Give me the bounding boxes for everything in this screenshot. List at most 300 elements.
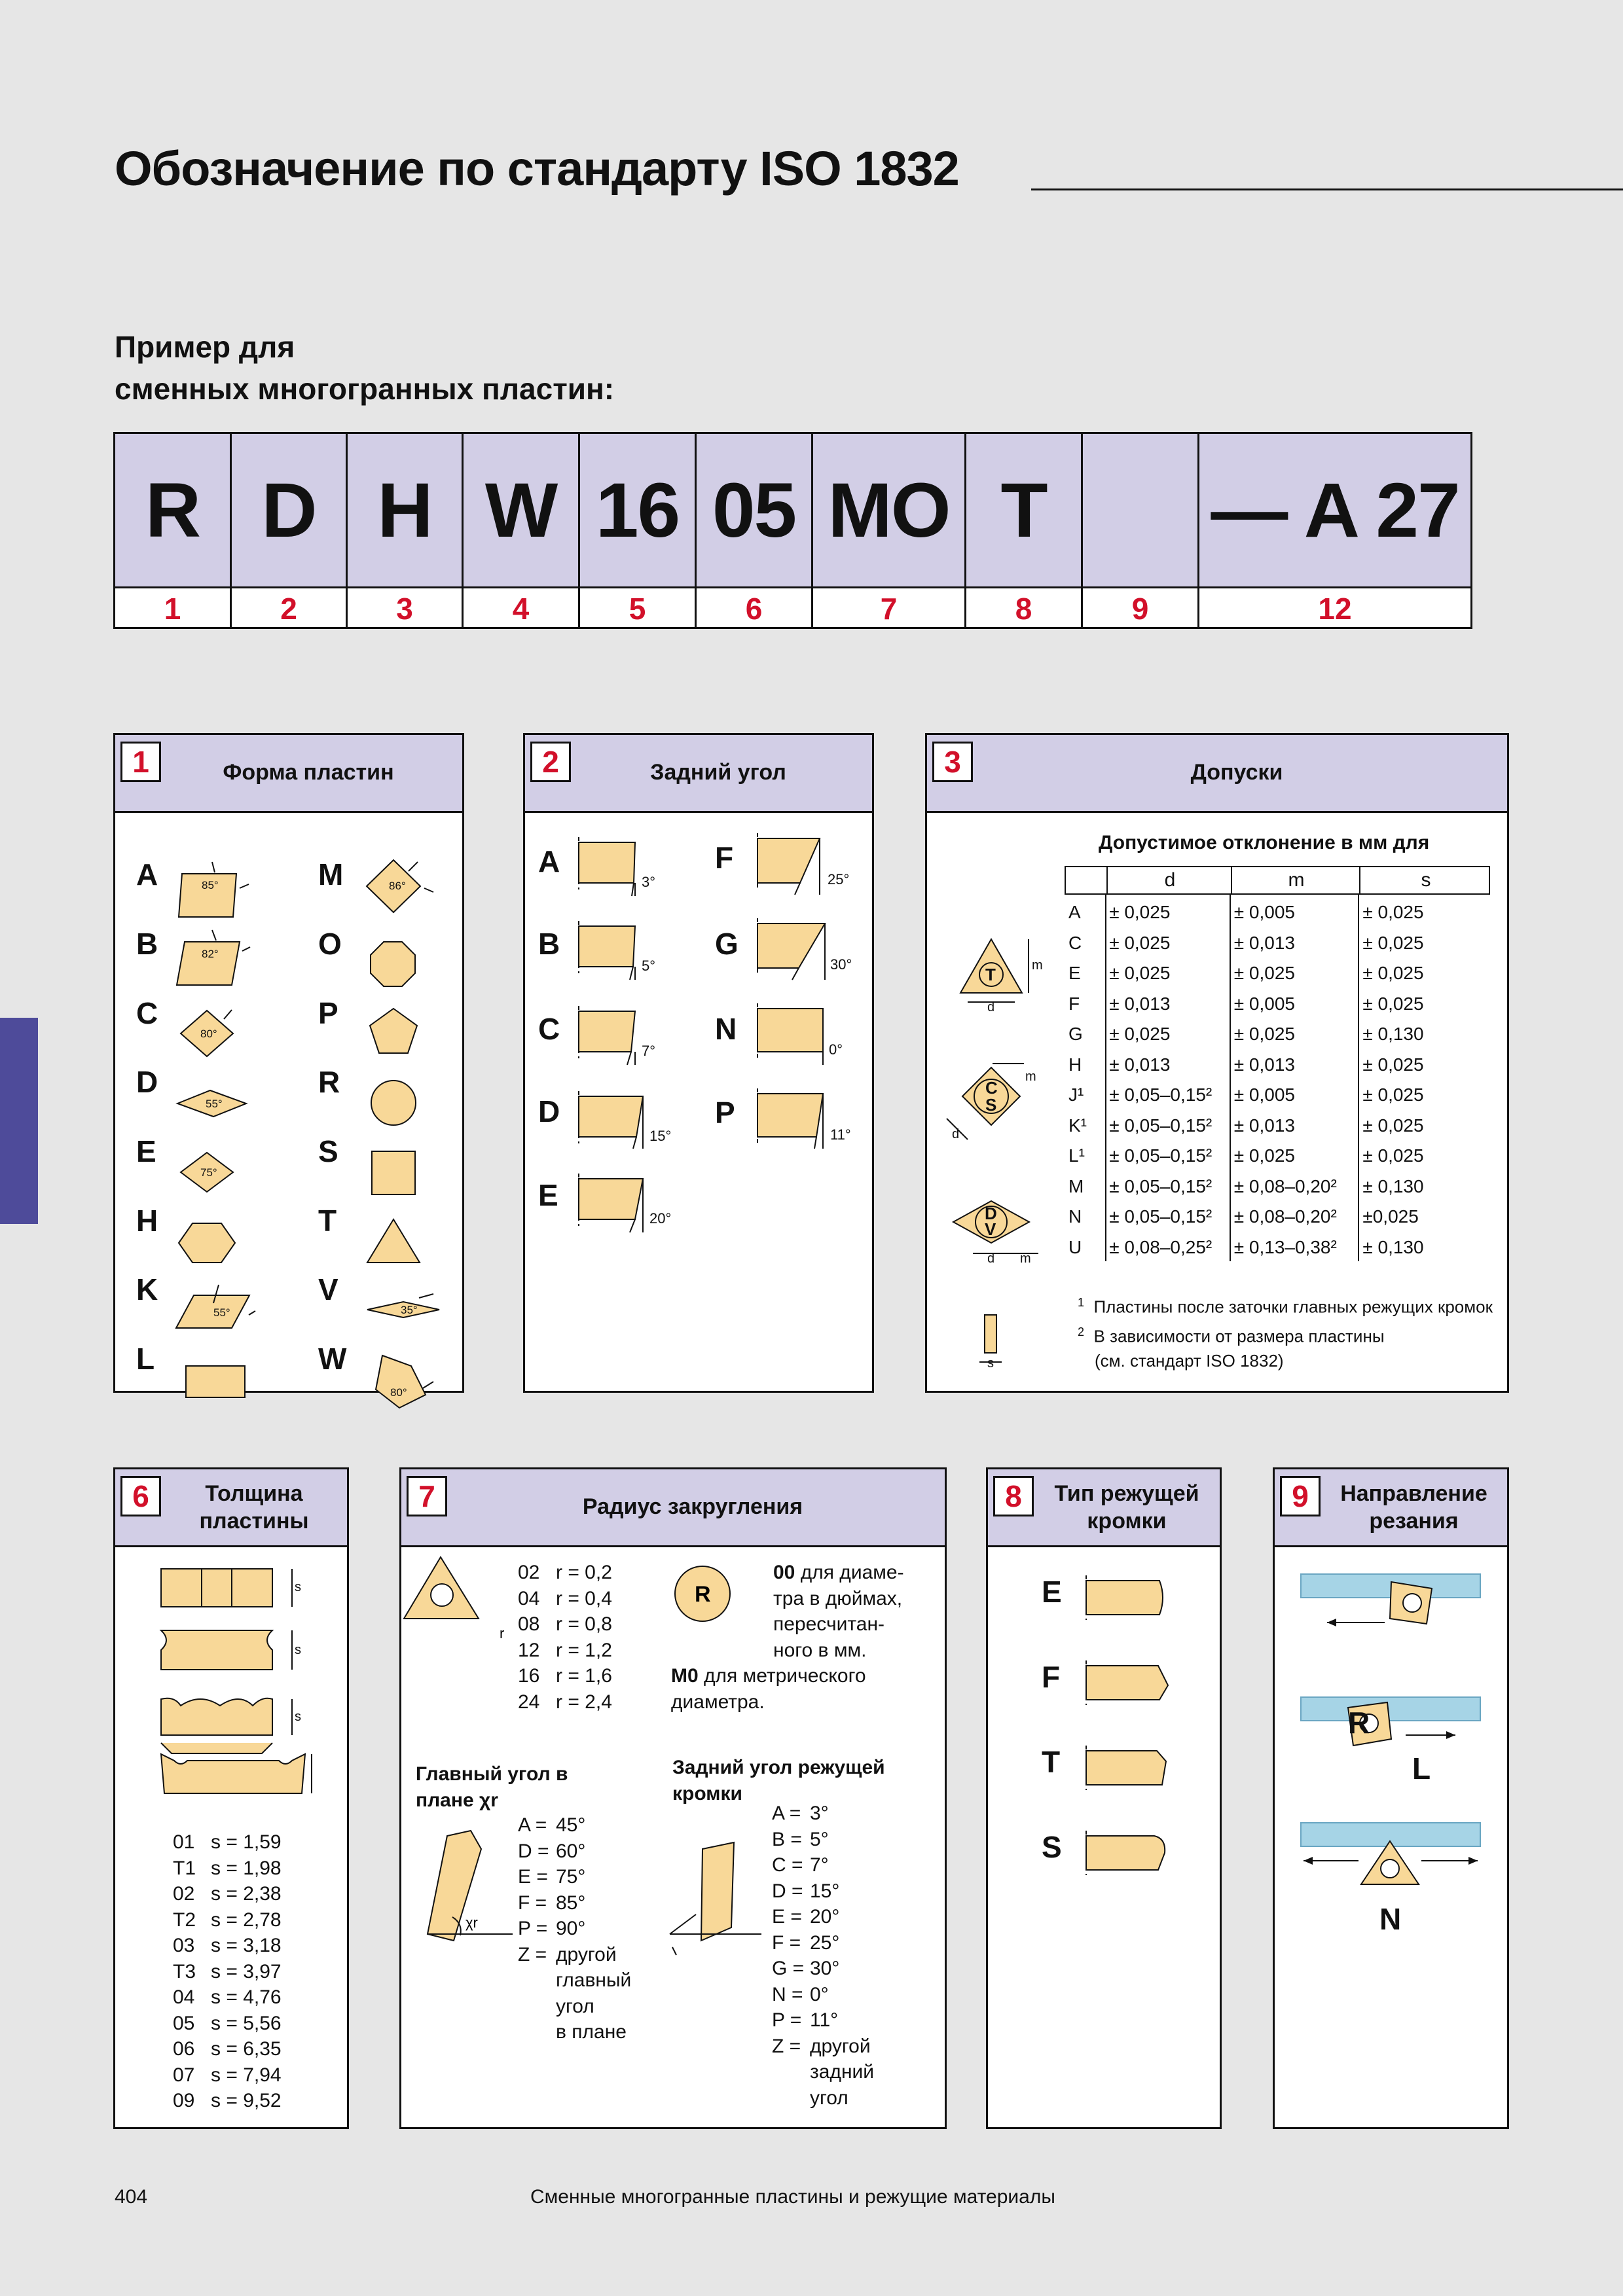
list-item xyxy=(772,1878,874,1905)
list-item xyxy=(772,1956,874,1982)
list-item xyxy=(173,1907,282,1933)
radius-list xyxy=(518,1560,612,1715)
list-item-value: 20° xyxy=(810,1906,840,1928)
tolerance-cell-m: ± 0,013 xyxy=(1233,932,1295,953)
shape-t-triangle-icon xyxy=(367,1219,420,1263)
col-d: d xyxy=(1106,867,1232,893)
tolerance-row xyxy=(1065,1232,1490,1263)
list-item-value: 7° xyxy=(810,1854,829,1876)
tolerance-cell-s: ±0,025 xyxy=(1362,1206,1419,1227)
clearance-angle-a: 3° xyxy=(642,874,656,890)
thickness-profile-3-icon xyxy=(161,1698,272,1735)
clearance-angle-f: 25° xyxy=(828,871,850,888)
list-item-code: 12 xyxy=(518,1639,540,1661)
list-item-code xyxy=(772,2085,810,2111)
list-item xyxy=(173,1856,282,1882)
angle-k: 55° xyxy=(213,1306,230,1319)
list-item-value: s = 2,78 xyxy=(211,1909,282,1931)
angle-w: 80° xyxy=(390,1386,407,1399)
panel-title: Форма пластин xyxy=(223,760,394,785)
list-item-value: s = 7,94 xyxy=(211,2064,282,2086)
shape-letter-k: K xyxy=(136,1272,158,1306)
panel-number: 8 xyxy=(993,1476,1034,1516)
shape-letter-t: T xyxy=(318,1204,337,1238)
angle-d: 55° xyxy=(206,1098,223,1110)
cutting-direction-drawing xyxy=(1275,1545,1507,1938)
list-item-value: задний xyxy=(810,2061,875,2083)
list-item-value: угол xyxy=(810,2087,848,2109)
panel-clearance-angle xyxy=(523,733,874,1393)
list-item-code: 05 xyxy=(173,2012,195,2034)
list-item-code xyxy=(772,2059,810,2085)
fig-label-c: C xyxy=(985,1078,998,1098)
code-num-4: 4 xyxy=(464,586,580,629)
edge-s-icon xyxy=(1086,1836,1165,1870)
edge-letter-s: S xyxy=(1042,1830,1062,1864)
angle-e: 75° xyxy=(200,1166,217,1179)
fig-label-s: S xyxy=(985,1095,997,1115)
list-item-value: r = 2,4 xyxy=(556,1691,612,1713)
tolerance-cell-s: ± 0,025 xyxy=(1362,1115,1424,1136)
clearance-angle-g: 30° xyxy=(830,956,852,973)
list-item-code: F = xyxy=(772,1931,801,1954)
code-cell-12: — A 27 xyxy=(1199,434,1470,586)
subtitle-line-1: Пример для xyxy=(115,330,295,364)
code-example-table xyxy=(113,432,1472,629)
clearance-drawing xyxy=(525,811,872,1387)
panel-number: 3 xyxy=(932,742,973,782)
code-cell-8: T xyxy=(966,434,1083,586)
title-underline xyxy=(1031,188,1623,190)
tolerance-cell-m: ± 0,13–0,38² xyxy=(1233,1236,1337,1257)
list-item-value: 25° xyxy=(810,1931,840,1954)
list-item xyxy=(518,1839,631,1865)
list-item-value: 0° xyxy=(810,1983,829,2005)
list-item-code: 04 xyxy=(173,1986,195,2008)
footnote-2-cont: (см. стандарт ISO 1832) xyxy=(1095,1351,1284,1371)
code-cell-1: R xyxy=(115,434,232,586)
tolerance-figures xyxy=(927,811,1078,1387)
tolerance-row xyxy=(1065,1172,1490,1202)
list-item xyxy=(518,1942,631,1968)
list-item-code: 04 xyxy=(518,1587,540,1609)
list-item-code xyxy=(518,1994,556,2020)
side-tab-marker xyxy=(0,1018,38,1224)
list-item-code: 08 xyxy=(518,1613,540,1635)
edge-letter-t: T xyxy=(1042,1745,1061,1779)
dim-d-2: d xyxy=(952,1127,960,1141)
clearance-angle-c: 7° xyxy=(642,1043,656,1059)
shape-k-parallelogram-icon xyxy=(176,1295,249,1328)
clearance-p-icon xyxy=(757,1094,823,1137)
clearance-letter-c: C xyxy=(538,1012,560,1046)
thickness-profile-4-icon xyxy=(155,1751,312,1803)
tolerance-cell-m: ± 0,025 xyxy=(1233,1024,1295,1045)
list-item-value: s = 6,35 xyxy=(211,2038,282,2060)
shape-s-square-icon xyxy=(372,1151,415,1194)
tolerance-cell-c: J¹ xyxy=(1068,1085,1084,1105)
shape-p-pentagon-icon xyxy=(370,1009,417,1053)
list-item xyxy=(173,1829,282,1856)
radius-r-label: r xyxy=(500,1625,505,1641)
clearance-f-icon xyxy=(757,838,820,883)
list-item-value: s = 3,97 xyxy=(211,1960,282,1982)
list-item xyxy=(518,1586,612,1612)
panel-tolerances-header xyxy=(927,735,1507,813)
list-item-code: 07 xyxy=(173,2064,195,2086)
panel-clearance-angle-header xyxy=(525,735,872,813)
code-cell-2: D xyxy=(232,434,348,586)
shape-letter-w: W xyxy=(318,1342,347,1376)
list-item xyxy=(518,1560,612,1586)
list-item-value: главный xyxy=(556,1969,632,1991)
list-item-code: 09 xyxy=(173,2090,195,2111)
list-item-code: 06 xyxy=(173,2038,195,2060)
tolerance-cell-s: ± 0,130 xyxy=(1362,1236,1424,1257)
list-item xyxy=(173,2011,282,2037)
list-item-code: T2 xyxy=(173,1909,196,1931)
code-cell-3: H xyxy=(348,434,464,586)
clearance-c-icon xyxy=(579,1011,635,1052)
tolerance-cell-m: ± 0,08–0,20² xyxy=(1233,1175,1337,1196)
tolerance-row xyxy=(1065,1080,1490,1111)
list-item-code: A = xyxy=(518,1814,547,1836)
tolerance-row xyxy=(1065,1111,1490,1141)
clearance-angle-b: 5° xyxy=(642,958,656,974)
list-item xyxy=(173,2036,282,2062)
panel-number: 2 xyxy=(530,742,571,782)
code-cell-6: 05 xyxy=(697,434,813,586)
shape-letter-d: D xyxy=(136,1065,158,1099)
clearance-d-icon xyxy=(579,1096,643,1137)
s-label-3: s xyxy=(295,1710,301,1724)
list-item-code: 01 xyxy=(173,1831,195,1853)
shape-letter-a: A xyxy=(136,857,158,891)
shape-letter-b: B xyxy=(136,927,158,961)
list-item xyxy=(518,2019,631,2045)
list-item-code: P = xyxy=(772,2009,802,2031)
shape-letter-m: M xyxy=(318,857,344,891)
list-item xyxy=(518,1864,631,1890)
list-item-value: 75° xyxy=(556,1866,586,1888)
angle-b: 82° xyxy=(202,948,219,960)
list-item xyxy=(518,1663,612,1689)
thickness-profile-2-icon xyxy=(161,1630,272,1670)
footer-text: Сменные многогранные пластины и режущие материалы xyxy=(530,2186,1055,2208)
tolerance-cell-c: G xyxy=(1068,1024,1083,1045)
panel-edge-type-header xyxy=(988,1469,1220,1547)
angle-c: 80° xyxy=(200,1028,217,1040)
tolerance-cell-s: ± 0,130 xyxy=(1362,1024,1424,1045)
shape-letter-s: S xyxy=(318,1134,338,1168)
list-item-code xyxy=(518,2019,556,2045)
list-item-code: E = xyxy=(518,1866,548,1888)
fig-label-t: T xyxy=(985,965,996,984)
tolerance-cell-d: ± 0,05–0,15² xyxy=(1109,1085,1213,1105)
list-item-code: A = xyxy=(772,1803,801,1824)
direction-letter-n: N xyxy=(1379,1902,1402,1936)
panel-title: Допуски xyxy=(1190,760,1283,785)
dim-m-3: m xyxy=(1020,1251,1031,1266)
clearance-n-icon xyxy=(757,1009,823,1052)
list-item-code: 02 xyxy=(173,1883,195,1905)
list-item-value: 60° xyxy=(556,1840,586,1862)
tolerance-cell-m: ± 0,025 xyxy=(1233,963,1295,984)
col-s: s xyxy=(1359,867,1491,893)
code-num-1: 1 xyxy=(115,586,232,629)
tolerance-row xyxy=(1065,1141,1490,1172)
tolerance-cell-m: ± 0,025 xyxy=(1233,1145,1295,1166)
list-item xyxy=(772,1904,874,1930)
clearance-letter-d: D xyxy=(538,1094,560,1128)
tolerance-cell-d: ± 0,05–0,15² xyxy=(1109,1175,1213,1196)
code-num-5: 5 xyxy=(580,586,697,629)
clearance-letter-f: F xyxy=(715,840,734,874)
tolerance-cell-s: ± 0,025 xyxy=(1362,963,1424,984)
list-item xyxy=(772,2059,874,2085)
tolerance-cell-s: ± 0,025 xyxy=(1362,932,1424,953)
radius-r-circle-icon xyxy=(670,1561,735,1626)
panel-number: 9 xyxy=(1280,1476,1321,1516)
shape-letter-l: L xyxy=(136,1342,155,1376)
panel-tolerances xyxy=(925,733,1509,1393)
code-cell-9 xyxy=(1083,434,1199,586)
tolerance-rows xyxy=(1065,897,1490,1263)
clearance-g-icon xyxy=(757,924,825,968)
clearance-angle-d: 15° xyxy=(649,1128,672,1144)
list-item-value: 5° xyxy=(810,1828,829,1850)
list-item-value: r = 0,2 xyxy=(556,1562,612,1583)
dim-m-1: m xyxy=(1032,958,1043,973)
list-item xyxy=(518,1812,631,1839)
list-item-code: T1 xyxy=(173,1857,196,1879)
list-item-code: P = xyxy=(518,1918,548,1939)
tolerance-cell-s: ± 0,025 xyxy=(1362,1145,1424,1166)
list-item-code: 24 xyxy=(518,1691,540,1713)
list-item-value: s = 1,59 xyxy=(211,1831,282,1853)
s-label-1: s xyxy=(295,1580,301,1594)
thickness-profile-1-icon xyxy=(161,1569,272,1607)
tolerance-cell-c: L¹ xyxy=(1068,1145,1085,1166)
list-item-value: 85° xyxy=(556,1892,586,1914)
code-num-9: 9 xyxy=(1083,586,1199,629)
list-item xyxy=(173,1933,282,1959)
tolerance-row xyxy=(1065,1050,1490,1081)
list-item-value: 45° xyxy=(556,1814,586,1836)
tolerance-row xyxy=(1065,928,1490,959)
col-m: m xyxy=(1231,867,1360,893)
radius-note-metric: M0 для метрического диаметра. xyxy=(671,1665,866,1713)
s-label-2: s xyxy=(295,1643,301,1657)
edge-letter-e: E xyxy=(1042,1575,1062,1609)
list-item-code: B = xyxy=(772,1828,802,1850)
tolerance-cell-s: ± 0,025 xyxy=(1362,1085,1424,1105)
dim-d-3: d xyxy=(987,1251,995,1266)
panel-number: 1 xyxy=(120,742,161,782)
panel-title: Направление резания xyxy=(1340,1481,1487,1534)
list-item-value: другой xyxy=(556,1943,617,1965)
code-num-3: 3 xyxy=(348,586,464,629)
list-item-code: G = xyxy=(772,1958,805,1979)
list-item xyxy=(772,2034,874,2060)
list-item-value: s = 5,56 xyxy=(211,2012,282,2034)
edge-e-icon xyxy=(1086,1581,1163,1615)
tolerance-cell-m: ± 0,005 xyxy=(1233,902,1295,923)
tolerance-cell-s: ± 0,025 xyxy=(1362,993,1424,1014)
code-cell-7: MO xyxy=(813,434,966,586)
page-title: Обозначение по стандарту ISO 1832 xyxy=(115,141,959,196)
tolerance-row xyxy=(1065,1019,1490,1050)
list-item-value: r = 0,4 xyxy=(556,1587,612,1609)
angle-m: 86° xyxy=(389,880,406,892)
panel-corner-radius-header xyxy=(401,1469,945,1547)
list-item-value: в плане xyxy=(556,2021,627,2043)
panel-thickness-header xyxy=(115,1469,347,1547)
tolerance-cell-d: ± 0,025 xyxy=(1109,902,1171,923)
angle-v: 35° xyxy=(401,1304,418,1316)
angle-a: 85° xyxy=(202,879,219,891)
tolerance-cell-d: ± 0,08–0,25² xyxy=(1109,1236,1213,1257)
panel-title: Тип режущей кромки xyxy=(1054,1481,1199,1534)
clearance-letter-n: N xyxy=(715,1012,737,1046)
tolerance-cell-s: ± 0,025 xyxy=(1362,902,1424,923)
list-item xyxy=(772,1852,874,1878)
tolerance-cell-m: ± 0,005 xyxy=(1233,1085,1295,1105)
list-item-code: D = xyxy=(772,1880,803,1902)
list-item-code: 16 xyxy=(518,1665,540,1687)
tolerance-cell-c: A xyxy=(1068,902,1081,923)
tolerance-footnotes xyxy=(1078,1290,1493,1373)
shape-letter-h: H xyxy=(136,1204,158,1238)
code-num-2: 2 xyxy=(232,586,348,629)
back-angle-title: Задний угол режущей кромки xyxy=(672,1757,885,1804)
shape-letter-e: E xyxy=(136,1134,156,1168)
edge-t-icon xyxy=(1086,1751,1166,1785)
clearance-letter-a: A xyxy=(538,844,560,878)
thickness-insert-icon xyxy=(985,1315,996,1353)
tolerance-cell-c: F xyxy=(1068,993,1080,1014)
list-item xyxy=(518,1916,631,1942)
shape-letter-p: P xyxy=(318,996,338,1030)
main-angle-title: Главный угол в плане χr xyxy=(416,1763,568,1811)
list-item-value: r = 0,8 xyxy=(556,1613,612,1635)
panel-title: Толщина пластины xyxy=(199,1481,309,1534)
list-item-code: Z = xyxy=(772,2035,801,2057)
tolerance-cell-s: ± 0,130 xyxy=(1362,1175,1424,1196)
tolerance-cell-c: M xyxy=(1068,1175,1084,1196)
back-angle-insert-icon xyxy=(663,1836,768,1967)
list-item xyxy=(772,1930,874,1956)
code-num-7: 7 xyxy=(813,586,966,629)
tolerance-cell-c: K¹ xyxy=(1068,1115,1087,1136)
shape-r-circle-icon xyxy=(371,1081,416,1125)
shape-letter-v: V xyxy=(318,1272,338,1306)
clearance-letter-p: P xyxy=(715,1096,735,1130)
list-item xyxy=(173,2088,282,2114)
list-item-value: другой xyxy=(810,2035,871,2057)
radius-note: 00 для диаме- тра в дюймах, пересчитан- ного в мм. xyxy=(773,1562,904,1661)
tolerance-cell-d: ± 0,025 xyxy=(1109,932,1171,953)
tolerance-cell-s: ± 0,025 xyxy=(1362,1054,1424,1075)
clearance-b-icon xyxy=(579,926,635,967)
tolerance-row xyxy=(1065,1202,1490,1232)
clearance-letter-b: B xyxy=(538,927,560,961)
code-cell-4: W xyxy=(464,434,580,586)
list-item xyxy=(772,1982,874,2008)
panel-title: Радиус закругления xyxy=(582,1494,803,1519)
shape-w-trigon-icon xyxy=(376,1355,426,1408)
tolerance-cell-m: ± 0,08–0,20² xyxy=(1233,1206,1337,1227)
tolerance-cell-d: ± 0,013 xyxy=(1109,993,1171,1014)
list-item xyxy=(173,1984,282,2011)
tolerance-row xyxy=(1065,989,1490,1020)
list-item-value: 15° xyxy=(810,1880,840,1902)
list-item xyxy=(173,2062,282,2089)
panel-cutting-direction-header xyxy=(1275,1469,1507,1547)
list-item xyxy=(518,1967,631,1994)
edge-f-icon xyxy=(1086,1666,1168,1700)
clearance-a-icon xyxy=(579,842,635,883)
direction-letter-r: R xyxy=(1348,1706,1370,1740)
panel-number: 6 xyxy=(120,1476,161,1516)
code-cell-5: 16 xyxy=(580,434,697,586)
main-angle-list xyxy=(518,1812,631,2045)
list-item-value: s = 1,98 xyxy=(211,1857,282,1879)
list-item-value: s = 3,18 xyxy=(211,1935,282,1956)
direction-letter-l: L xyxy=(1412,1751,1431,1785)
dim-d-1: d xyxy=(987,1000,995,1014)
tolerance-cell-c: N xyxy=(1068,1206,1082,1227)
list-item-value: s = 2,38 xyxy=(211,1883,282,1905)
list-item-value: угол xyxy=(556,1995,594,2017)
list-item-value: 3° xyxy=(810,1803,829,1824)
shape-letter-o: O xyxy=(318,927,342,961)
list-item xyxy=(772,2085,874,2111)
radius-triangle-icon xyxy=(401,1545,532,1643)
list-item-value: s = 9,52 xyxy=(211,2090,282,2111)
list-item-code: 02 xyxy=(518,1562,540,1583)
panel-cutting-direction xyxy=(1273,1467,1509,2129)
list-item-code: 03 xyxy=(173,1935,195,1956)
page-subtitle xyxy=(115,326,614,410)
list-item-code: E = xyxy=(772,1906,802,1928)
shape-letter-r: R xyxy=(318,1065,340,1099)
list-item xyxy=(772,1827,874,1853)
list-item xyxy=(518,1890,631,1916)
list-item xyxy=(518,1638,612,1664)
list-item-code: D = xyxy=(518,1840,549,1862)
tolerance-cell-d: ± 0,05–0,15² xyxy=(1109,1115,1213,1136)
clearance-letter-g: G xyxy=(715,927,739,961)
tolerance-cell-d: ± 0,05–0,15² xyxy=(1109,1145,1213,1166)
tolerance-row xyxy=(1065,897,1490,928)
panel-edge-type xyxy=(986,1467,1222,2129)
list-item-code: T3 xyxy=(173,1960,196,1982)
tolerance-row xyxy=(1065,958,1490,989)
tolerances-subtitle: Допустимое отклонение в мм для xyxy=(1099,832,1430,853)
list-item-code xyxy=(518,1967,556,1994)
clearance-angle-p: 11° xyxy=(830,1126,851,1143)
tolerance-cell-d: ± 0,025 xyxy=(1109,1024,1171,1045)
edge-type-drawing xyxy=(988,1545,1220,1938)
subtitle-line-2: сменных многогранных пластин: xyxy=(115,372,615,406)
fig-label-v: V xyxy=(985,1219,996,1239)
tolerance-cell-m: ± 0,013 xyxy=(1233,1115,1295,1136)
tolerance-cell-d: ± 0,05–0,15² xyxy=(1109,1206,1213,1227)
clearance-e-icon xyxy=(579,1179,643,1219)
list-item xyxy=(772,1801,874,1827)
dim-m-2: m xyxy=(1025,1069,1036,1084)
